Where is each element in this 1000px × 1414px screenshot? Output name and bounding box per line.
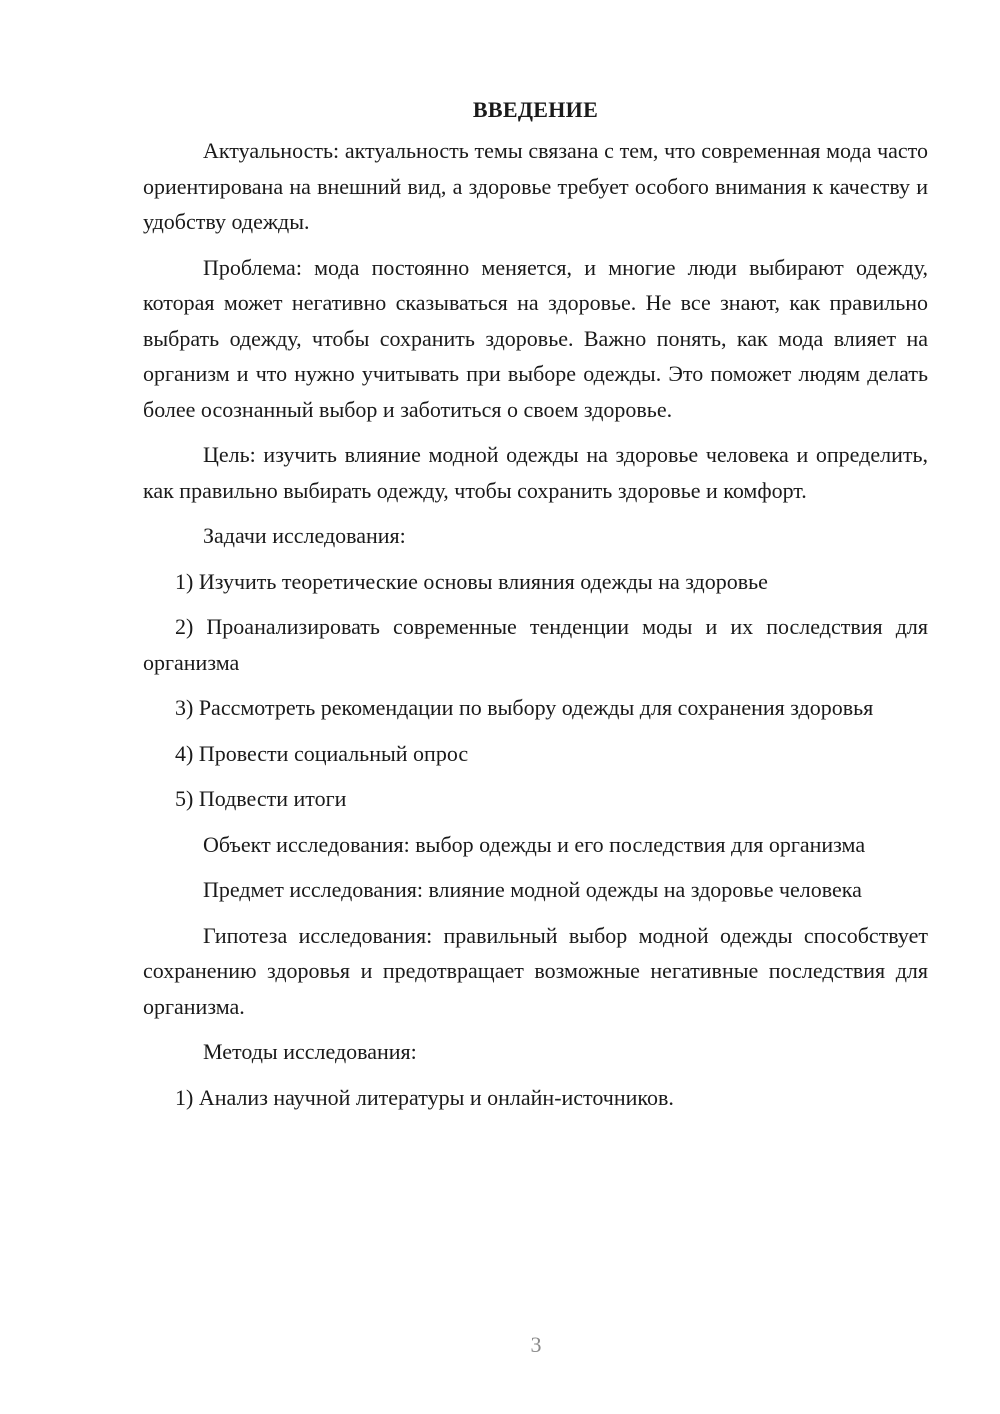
- spacer: [143, 908, 928, 918]
- spacer: [143, 554, 928, 564]
- method-item-1: 1) Анализ научной литературы и онлайн-источников.: [175, 1084, 674, 1110]
- spacer: [143, 680, 928, 690]
- relevance-paragraph: Актуальность: актуальность темы связана с тем, что современная мода часто ориентирована на внешний вид, а здоровье требует особого внимания к качеству и удобству одежды.: [143, 138, 928, 234]
- page-content: [143, 92, 928, 1115]
- hypothesis-paragraph: Гипотеза исследования: правильный выбор модной одежды способствует сохранению здоровья и предотвращает возможные негативные последствия для организма.: [143, 922, 928, 1019]
- spacer: [143, 726, 928, 736]
- tasks-heading: Задачи исследования:: [203, 523, 406, 548]
- spacer: [143, 1070, 928, 1080]
- task-item-5: 5) Подвести итоги: [175, 786, 347, 811]
- task-item-4: 4) Провести социальный опрос: [175, 740, 469, 766]
- goal-paragraph: Цель: изучить влияние модной одежды на здоровье человека и определить, как правильно выбирать одежду, чтобы сохранить здоровье и комфорт.: [143, 442, 928, 503]
- spacer: [143, 862, 928, 872]
- spacer: [143, 817, 928, 827]
- page-number: 3: [530, 1332, 542, 1357]
- spacer: [143, 427, 928, 437]
- spacer: [143, 508, 928, 518]
- page-title: ВВЕДЕНИЕ: [472, 97, 599, 122]
- problem-paragraph: Проблема: мода постоянно меняется, и многие люди выбирают одежду, которая может негативно сказываться на здоровье. Не все знают, как правильно выбрать одежду, чтобы сохранить здоровье. Важно понять, как мода влияет на организм и что нужно учитывать при выборе одежды. Это поможет людям делать более осознанный выбор и заботиться о своем здоровье.: [143, 254, 928, 422]
- task-item-2: 2) Проанализировать современные тенденции моды и их последствия для организма: [143, 614, 928, 675]
- spacer: [143, 599, 928, 609]
- spacer: [143, 771, 928, 781]
- spacer: [143, 1024, 928, 1034]
- object-paragraph: Объект исследования: выбор одежды и его последствия для организма: [203, 831, 866, 857]
- task-item-1: 1) Изучить теоретические основы влияния одежды на здоровье: [175, 568, 768, 594]
- methods-heading: Методы исследования:: [203, 1039, 417, 1064]
- task-item-3: 3) Рассмотреть рекомендации по выбору одежды для сохранения здоровья: [175, 695, 874, 720]
- spacer: [143, 240, 928, 250]
- subject-paragraph: Предмет исследования: влияние модной одежды на здоровье человека: [203, 877, 862, 902]
